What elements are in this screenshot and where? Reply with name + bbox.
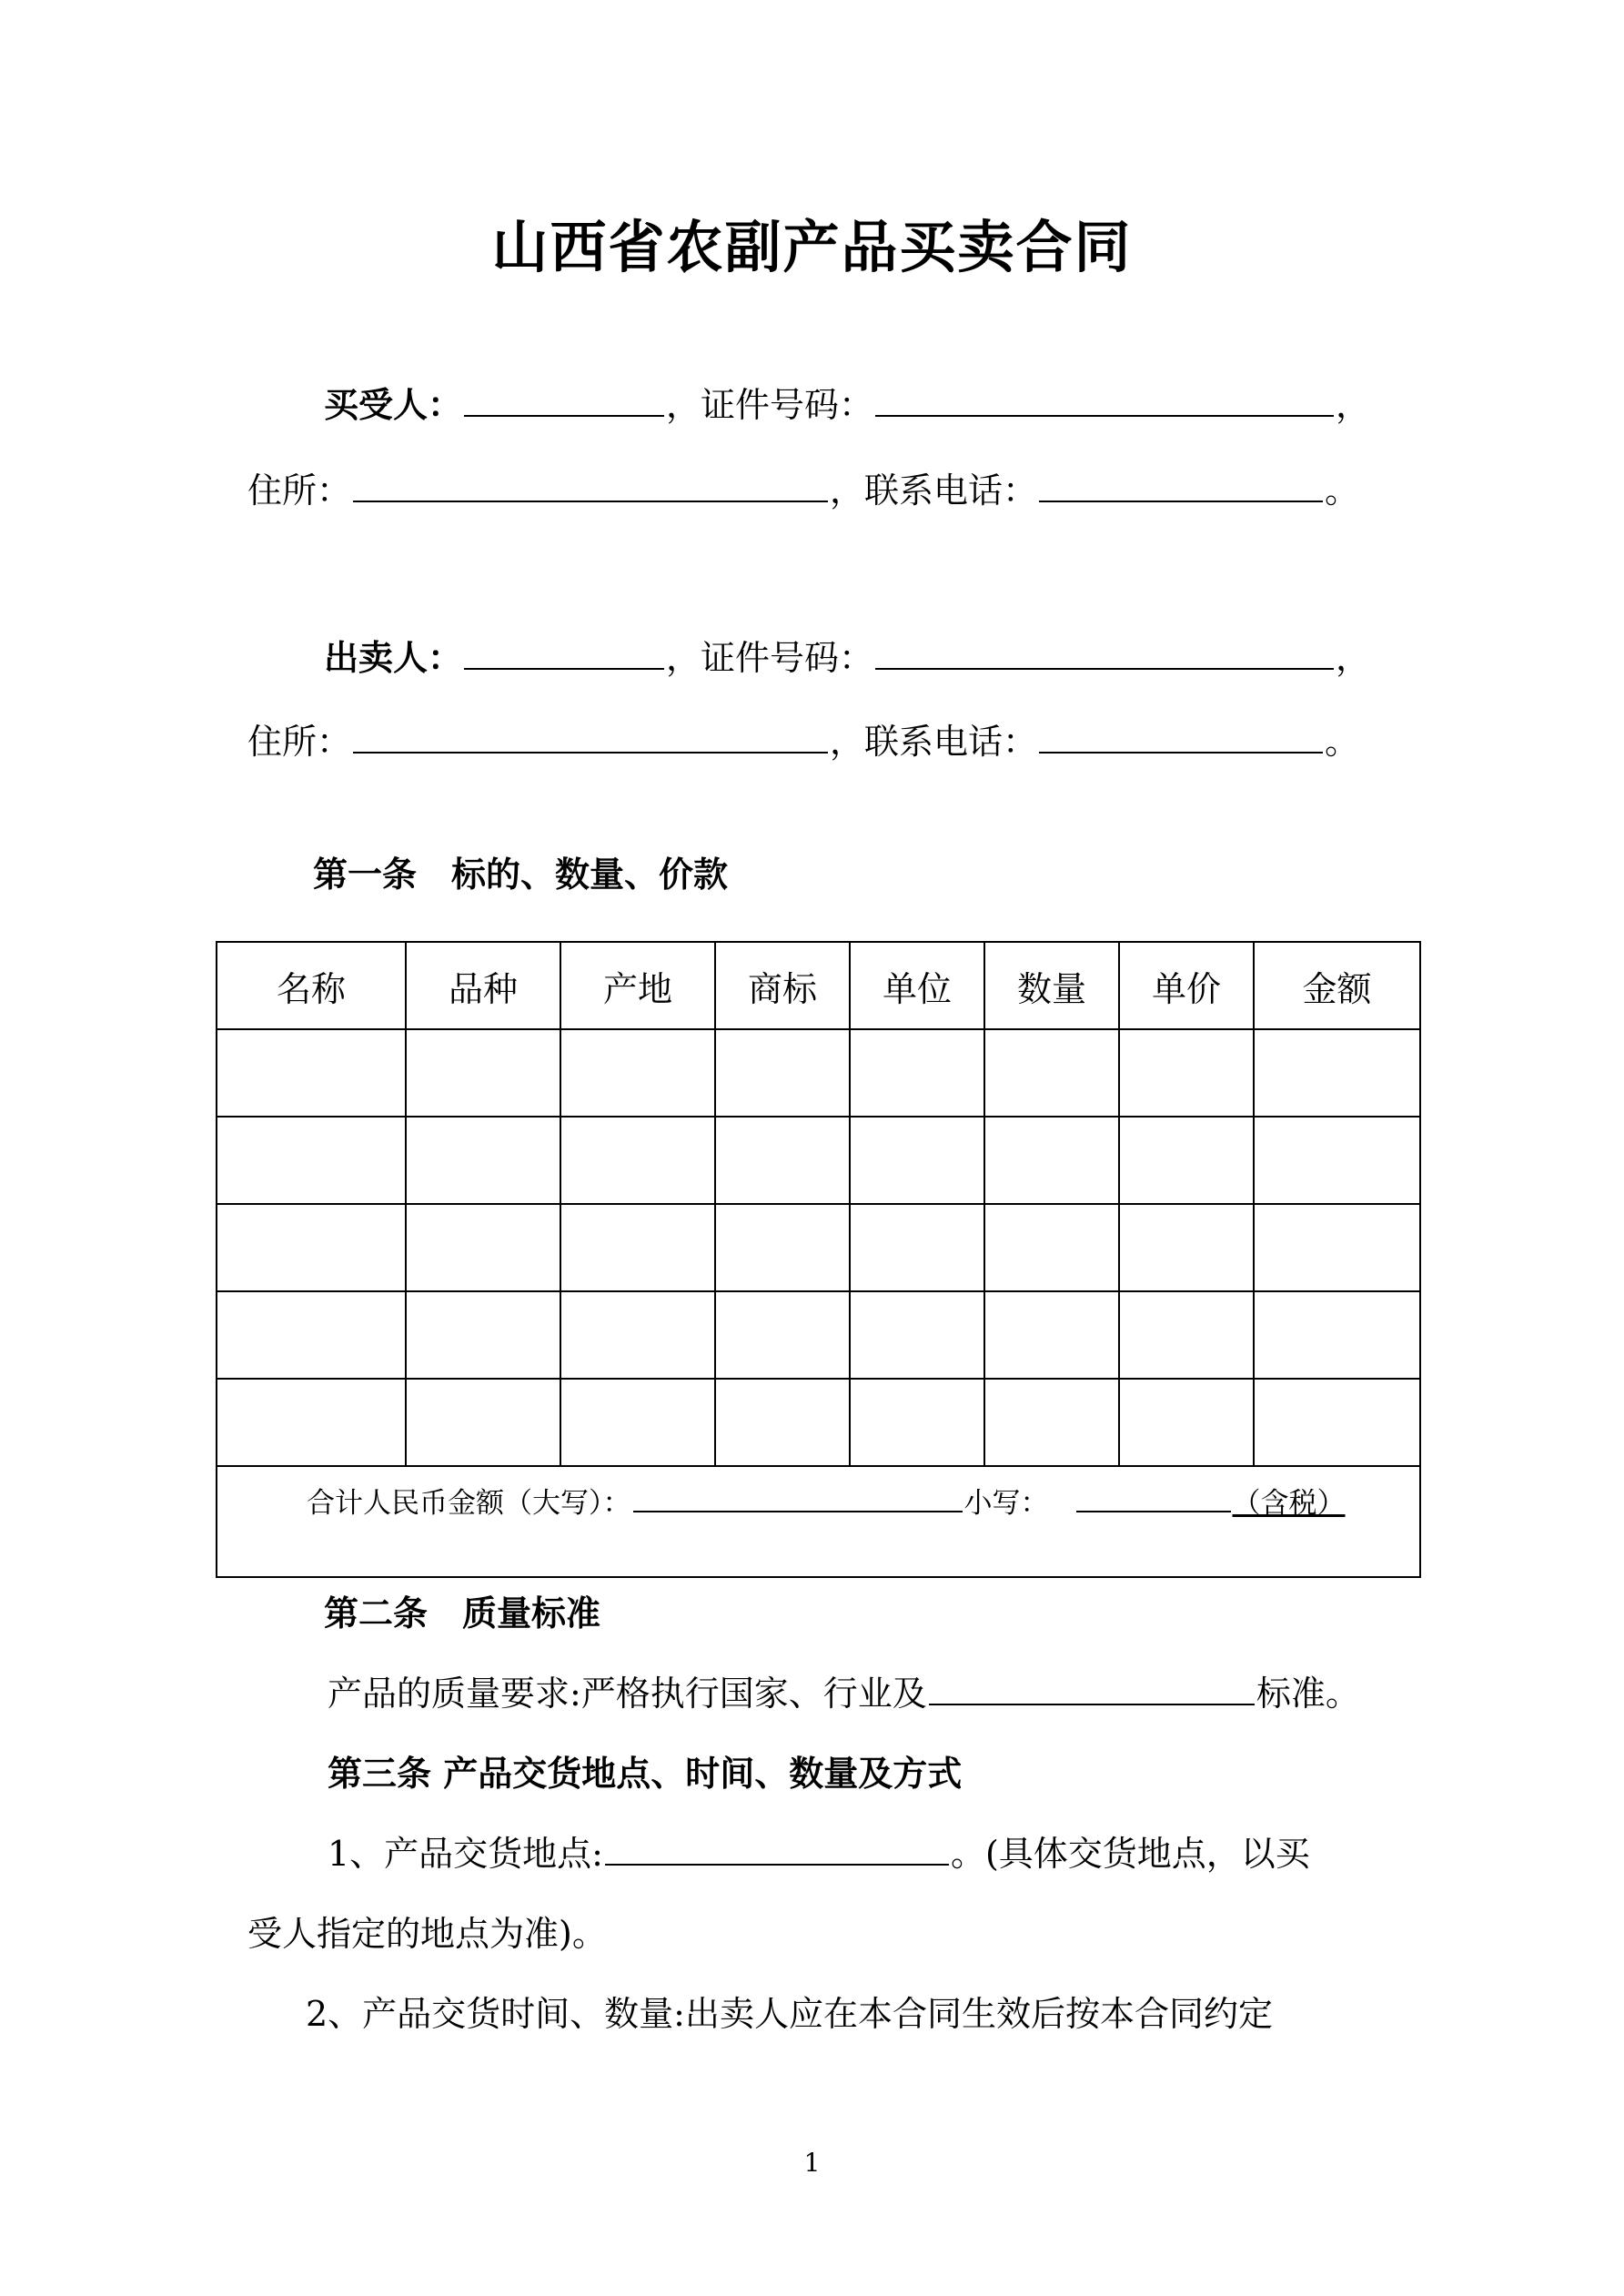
seller-label: 出卖人：	[324, 637, 463, 678]
table-cell[interactable]	[1119, 1029, 1254, 1117]
buyer-id-field[interactable]	[875, 388, 1334, 417]
delivery-time-line: 2、产品交货时间、数量:出卖人应在本合同生效后按本合同约定	[306, 1994, 1273, 2034]
table-cell[interactable]	[1119, 1204, 1254, 1291]
delivery-place-note: 。(具体交货地点，以买	[950, 1834, 1310, 1874]
buyer-line	[324, 382, 1370, 428]
quality-text: 产品的质量要求:严格执行国家、行业及	[328, 1674, 927, 1714]
table-header-cell: 产地	[560, 942, 715, 1029]
seller-id-label: ，证件号码：	[666, 638, 874, 678]
seller-address-label: 住所：	[247, 722, 352, 762]
table-cell[interactable]	[406, 1379, 560, 1466]
table-cell[interactable]	[406, 1204, 560, 1291]
table-cell[interactable]	[560, 1029, 715, 1117]
table-cell[interactable]	[406, 1291, 560, 1379]
table-cell[interactable]	[217, 1379, 406, 1466]
table-cell[interactable]	[1119, 1117, 1254, 1204]
delivery-place-cont: 受人指定的地点为准)。	[247, 1914, 607, 1954]
delivery-place-field[interactable]	[605, 1836, 949, 1866]
seller-address-end: 。	[1325, 722, 1360, 762]
table-cell[interactable]	[217, 1117, 406, 1204]
quality-text-end: 标准。	[1256, 1674, 1360, 1714]
buyer-address-label: 住所：	[247, 470, 352, 511]
total-amount-label: 合计人民币金额（大写）：	[307, 1487, 631, 1520]
tax-note: （含税）	[1232, 1487, 1346, 1520]
table-cell[interactable]	[217, 1291, 406, 1379]
seller-address-line	[247, 719, 1359, 764]
table-cell[interactable]	[560, 1204, 715, 1291]
table-cell[interactable]	[850, 1204, 984, 1291]
seller-phone-label: ，联系电话：	[830, 722, 1038, 762]
table-cell[interactable]	[984, 1204, 1119, 1291]
article-3-heading: 第三条 产品交货地点、时间、数量及方式	[328, 1753, 963, 1794]
table-row	[217, 1291, 1420, 1379]
table-cell[interactable]	[560, 1379, 715, 1466]
buyer-phone-field[interactable]	[1039, 473, 1323, 502]
table-cell[interactable]	[217, 1204, 406, 1291]
table-row	[217, 1204, 1420, 1291]
table-row	[217, 1379, 1420, 1466]
page-number: 1	[803, 2148, 821, 2178]
article-2-heading: 第二条 质量标准	[324, 1593, 601, 1633]
table-row	[217, 1117, 1420, 1204]
table-cell[interactable]	[715, 1291, 850, 1379]
delivery-place-line	[328, 1831, 1310, 1876]
seller-name-field[interactable]	[464, 641, 664, 670]
buyer-line-end: ，	[1336, 385, 1371, 425]
seller-id-field[interactable]	[875, 641, 1334, 670]
seller-line-end: ，	[1336, 638, 1371, 678]
table-cell[interactable]	[1254, 1291, 1420, 1379]
buyer-name-field[interactable]	[464, 388, 664, 417]
buyer-address-field[interactable]	[353, 473, 828, 502]
goods-table	[216, 941, 1421, 1578]
table-cell[interactable]	[715, 1117, 850, 1204]
table-cell[interactable]	[715, 1379, 850, 1466]
table-cell[interactable]	[1254, 1379, 1420, 1466]
table-header-cell: 单价	[1119, 942, 1254, 1029]
table-header-cell: 商标	[715, 942, 850, 1029]
total-amount-lowercase-field[interactable]	[1076, 1487, 1231, 1512]
total-amount-cell	[217, 1466, 1420, 1577]
table-cell[interactable]	[1119, 1379, 1254, 1466]
table-header-cell: 单位	[850, 942, 984, 1029]
table-cell[interactable]	[560, 1291, 715, 1379]
table-header-cell: 数量	[984, 942, 1119, 1029]
seller-address-field[interactable]	[353, 724, 828, 754]
table-cell[interactable]	[984, 1029, 1119, 1117]
table-cell[interactable]	[715, 1204, 850, 1291]
seller-line	[324, 635, 1370, 681]
table-cell[interactable]	[560, 1117, 715, 1204]
table-cell[interactable]	[984, 1379, 1119, 1466]
buyer-phone-label: ，联系电话：	[830, 470, 1038, 511]
table-cell[interactable]	[850, 1291, 984, 1379]
page-title: 山西省农副产品买卖合同	[491, 214, 1133, 280]
seller-phone-field[interactable]	[1039, 724, 1323, 754]
buyer-label: 买受人：	[324, 384, 463, 425]
table-cell[interactable]	[1119, 1291, 1254, 1379]
quality-standard-field[interactable]	[929, 1676, 1255, 1705]
table-header-cell: 名称	[217, 942, 406, 1029]
table-cell[interactable]	[984, 1291, 1119, 1379]
article-1-heading: 第一条 标的、数量、价款	[313, 854, 729, 895]
table-cell[interactable]	[1254, 1204, 1420, 1291]
total-amount-uppercase-field[interactable]	[633, 1487, 963, 1512]
table-cell[interactable]	[406, 1029, 560, 1117]
table-cell[interactable]	[406, 1117, 560, 1204]
buyer-id-label: ，证件号码：	[666, 385, 874, 425]
table-cell[interactable]	[850, 1379, 984, 1466]
article-2-text	[328, 1671, 1360, 1716]
buyer-address-line	[247, 468, 1359, 513]
table-cell[interactable]	[850, 1117, 984, 1204]
table-row	[217, 1029, 1420, 1117]
table-cell[interactable]	[1254, 1029, 1420, 1117]
delivery-place-label: 1、产品交货地点:	[328, 1834, 603, 1874]
table-cell[interactable]	[715, 1029, 850, 1117]
table-header-cell: 金额	[1254, 942, 1420, 1029]
table-cell[interactable]	[984, 1117, 1119, 1204]
table-total-row	[217, 1466, 1420, 1577]
table-header-cell: 品种	[406, 942, 560, 1029]
table-cell[interactable]	[1254, 1117, 1420, 1204]
table-cell[interactable]	[850, 1029, 984, 1117]
table-header-row	[217, 942, 1420, 1029]
total-small-label: 小写：	[963, 1487, 1049, 1520]
table-cell[interactable]	[217, 1029, 406, 1117]
buyer-address-end: 。	[1325, 470, 1360, 511]
